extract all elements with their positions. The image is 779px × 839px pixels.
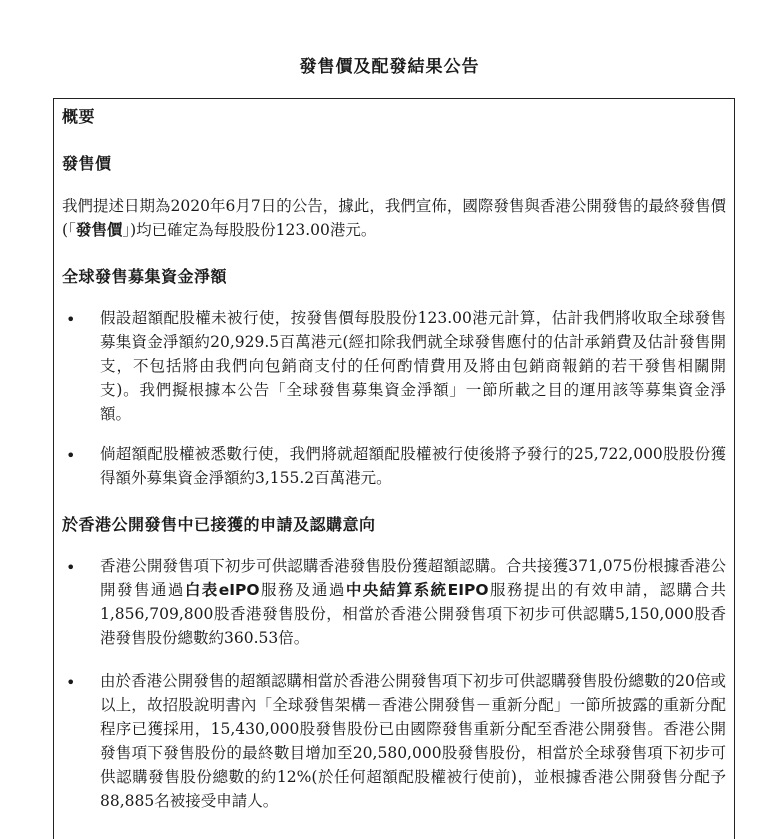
offer-price-heading: 發售價 — [62, 154, 112, 173]
net-proceeds-heading: 全球發售募集資金淨額 — [62, 267, 228, 286]
app-bullet-1-text-b: 服務及通過 — [259, 581, 346, 599]
applications-bullet-2: 由於香港公開發售的超額認購相當於香港公開發售項下初步可供認購發售股份總數的20倍或以上，故招股說明書內「全球發售架構－香港公開發售－重新分配」一節所披露的重新分配程序已獲採用，15,430,000股發售股份已由國際發售重新分配至香港公開發售。香港公開發售項下發售股份的最終數目增加至20,580,000股發售股份，相當於全球發售項下初步可供認購發售股份總數的約12%(於任何超額配股權被行使前)，並根據香港公開發售分配予88,885名被接受申請人。 — [100, 672, 726, 810]
net-proceeds-bullet-1: 假設超額配股權未被行使，按發售價每股股份123.00港元計算，估計我們將收取全球發售募集資金淨額約20,929.5百萬港元(經扣除我們就全球發售應付的估計承銷費及估計發售開支，不包括將由我們向包銷商支付的任何酌情費用及將由包銷商報銷的若干發售相關開支)。我們擬根據本公告「全球發售募集資金淨額」一節所載之目的運用該等募集資金淨額。 — [100, 309, 726, 423]
applications-heading: 於香港公開發售中已接獲的申請及認購意向 — [62, 515, 376, 534]
offer-price-paragraph — [62, 194, 726, 242]
ccass-eipo-term: 中央結算系統EIPO — [345, 581, 489, 599]
app-bullet-1-text-a: 香港公開發售項下初步可供認購香港發售股份獲超額認購。合共接獲371,075份根據香港公開發售通過 — [100, 557, 726, 599]
net-proceeds-bullet-2: 倘超額配股權被悉數行使，我們將就超額配股權被行使後將予發行的25,722,000股股份獲得額外募集資金淨額約3,155.2百萬港元。 — [100, 445, 726, 487]
summary-heading: 概要 — [62, 107, 96, 126]
bullet-marker: • — [66, 673, 76, 692]
bullet-marker: • — [66, 558, 76, 577]
bullet-marker: • — [66, 446, 76, 465]
applications-bullet-1 — [100, 554, 726, 650]
app-bullet-1-text-c: 服務提出的有效申請，認購合共1,856,709,800股香港發售股份，相當於香港公開發售項下初步可供認購5,150,000股香港發售股份總數約360.53倍。 — [100, 581, 726, 647]
bullet-marker: • — [66, 310, 76, 329]
offer-price-term: 發售價 — [75, 221, 123, 239]
offer-price-text-1: 我們提述日期為2020年6月7日的公告，據此，我們宣佈，國際發售與香港公開發售的最終發售價(「 — [62, 197, 726, 239]
page-title: 發售價及配發結果公告 — [299, 57, 480, 77]
offer-price-text-2: 」)均已確定為每股股份123.00港元。 — [122, 221, 377, 239]
white-form-eipo-term: 白表eIPO — [184, 581, 260, 599]
